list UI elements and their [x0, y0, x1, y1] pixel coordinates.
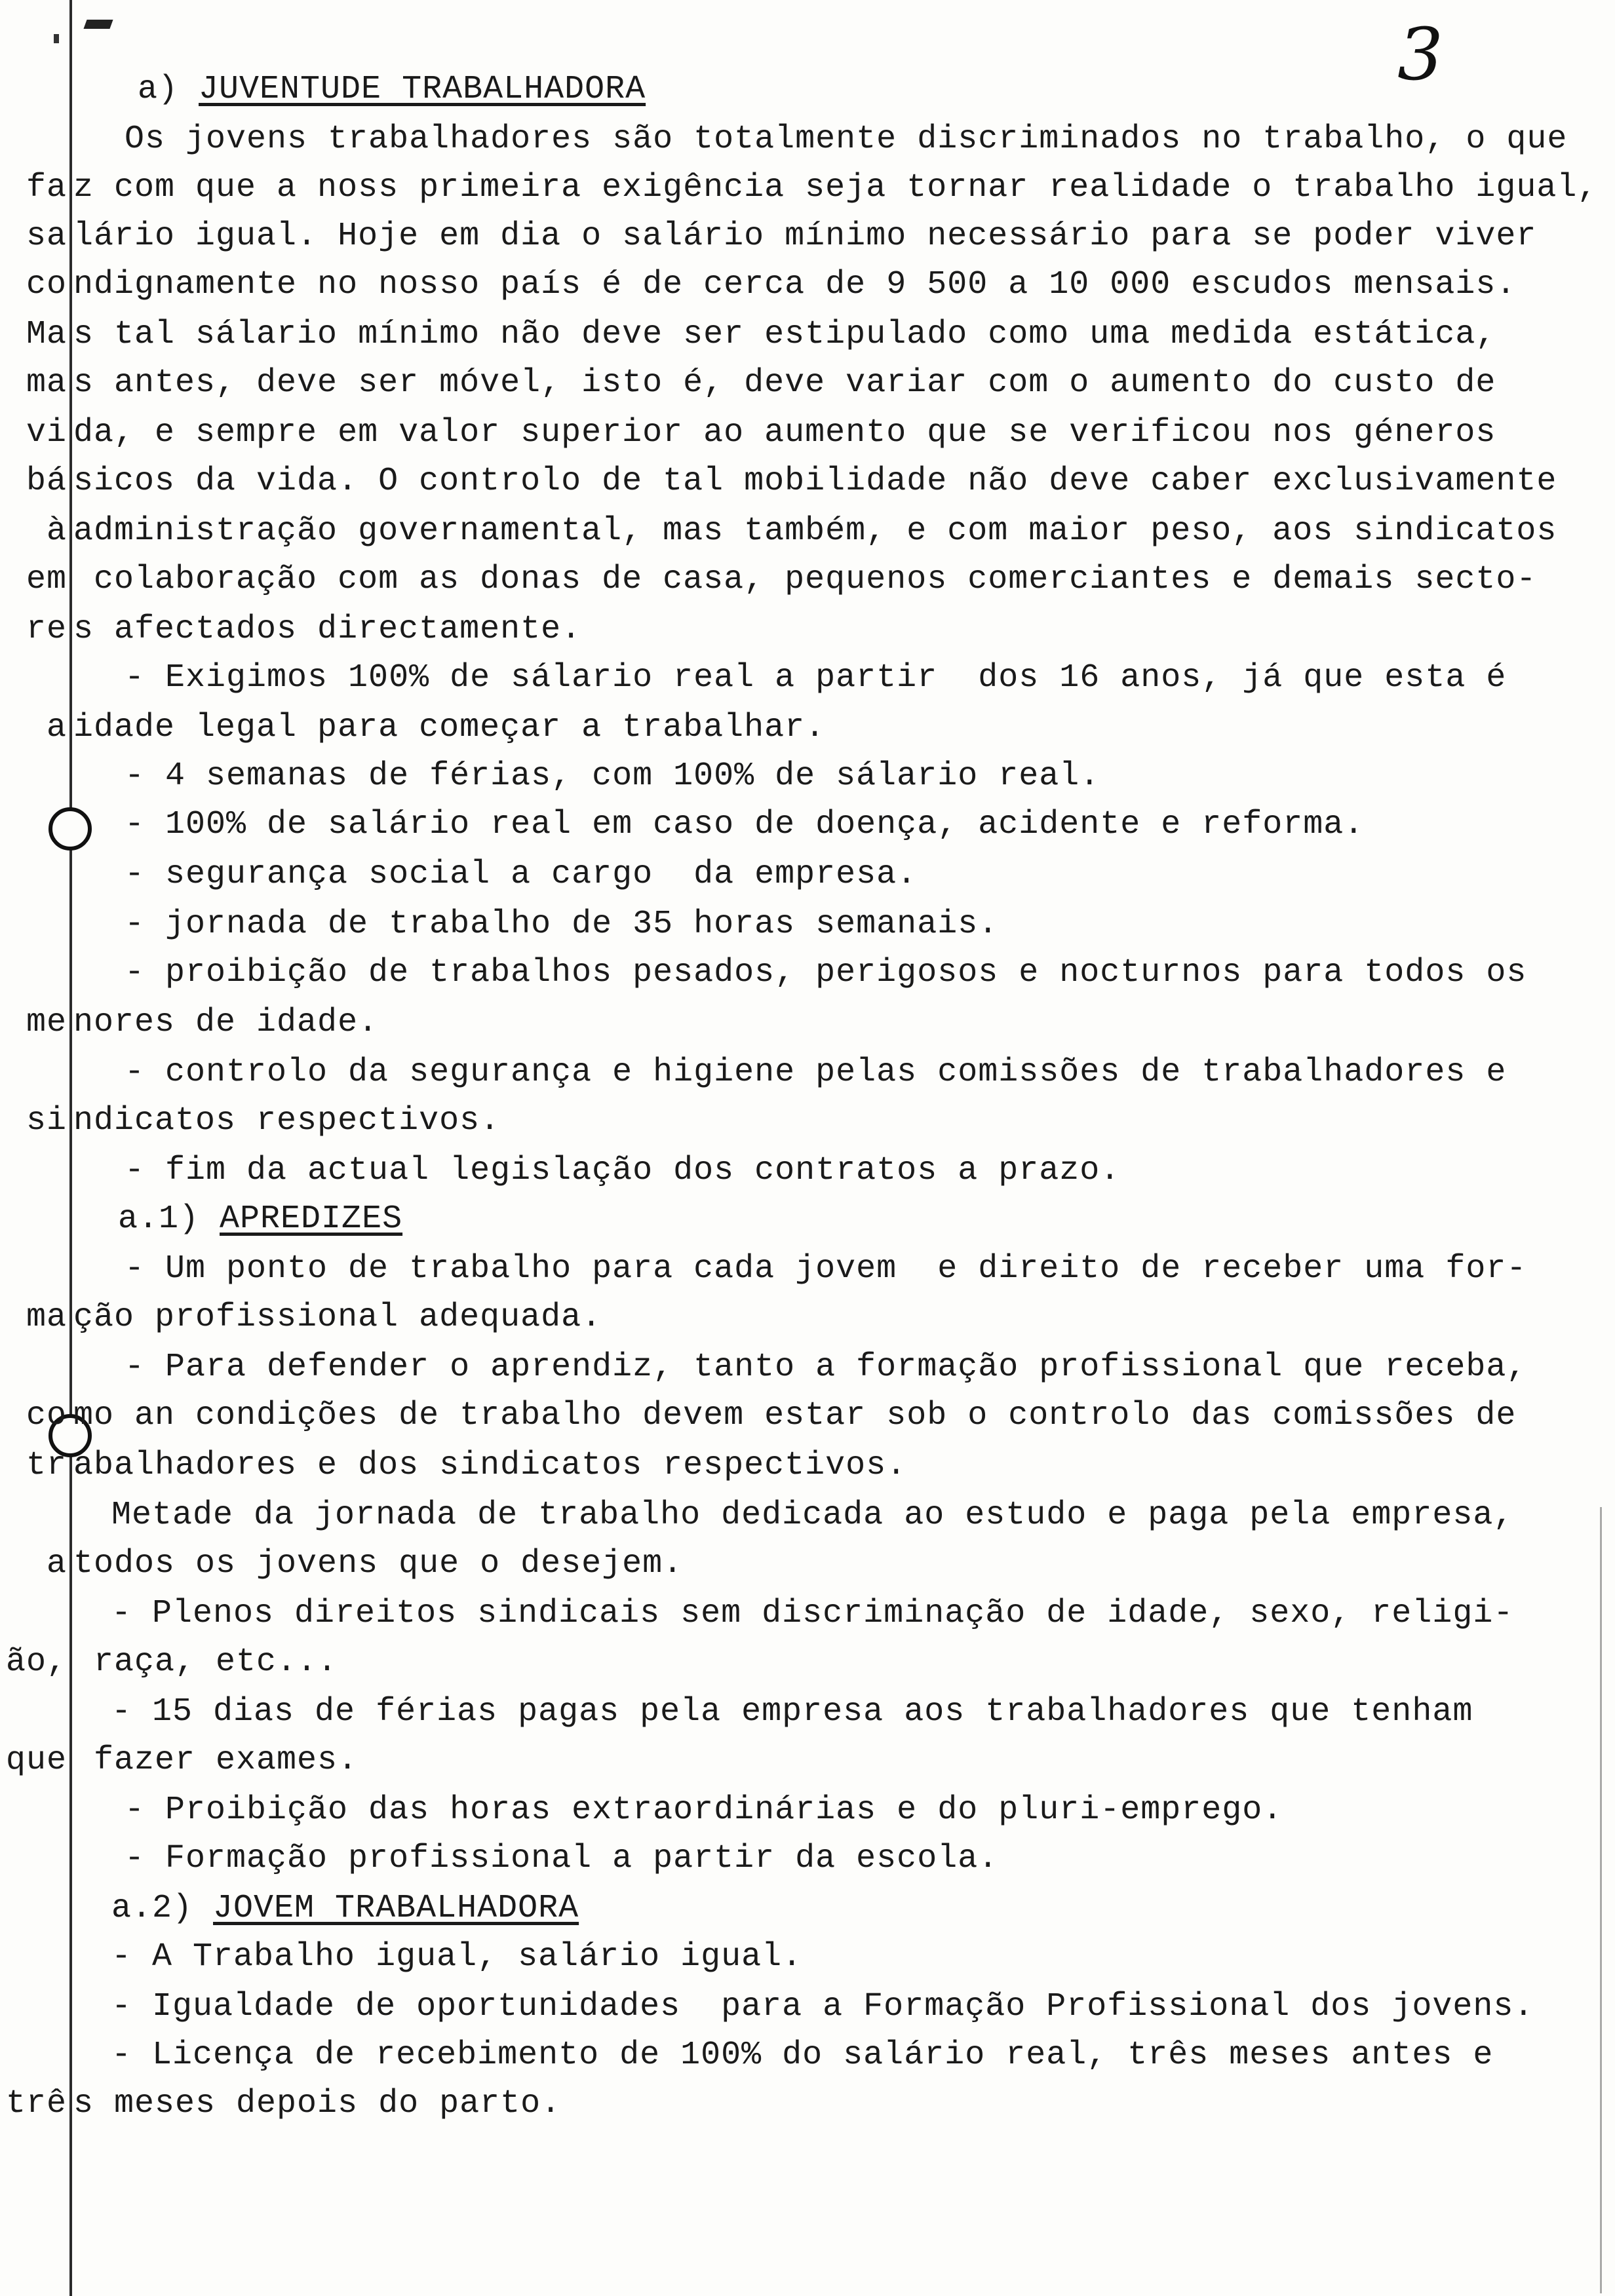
line-text: s meses depois do parto.: [73, 2085, 562, 2122]
section-heading-line: [138, 73, 646, 106]
line-text: ndignamente no nosso país é de cerca de 9 500 a 10 000 escudos mensais.: [73, 266, 1517, 303]
line-text: - Licença de recebimento de 100% do salário real, três meses antes e: [111, 2037, 1494, 2074]
text-line: [26, 611, 582, 648]
line-text: a.2): [111, 1890, 214, 1927]
text-line: [26, 1299, 602, 1336]
margin-fragment: sa: [26, 218, 67, 255]
line-text: - proibição de trabalhos pesados, perigosos e nocturnos para todos os: [125, 954, 1527, 991]
margin-fragment: tr: [26, 1447, 67, 1484]
line-text: fazer exames.: [73, 1742, 359, 1779]
text-line: [125, 1840, 999, 1877]
line-text: - 100% de salário real em caso de doença, acidente e reforma.: [125, 806, 1365, 843]
line-text: sicos da vida. O controlo de tal mobilidade não deve caber exclusivamente: [73, 463, 1557, 500]
margin-fragment: que: [5, 1742, 67, 1779]
text-line: [46, 512, 1557, 550]
margin-fragment: co: [26, 266, 67, 303]
line-text: da, e sempre em valor superior ao aumento que se verificou nos géneros: [73, 414, 1496, 451]
text-line: [26, 266, 1517, 303]
line-text: s tal sálario mínimo não deve ser estipulado como uma medida estática,: [73, 316, 1496, 353]
margin-fragment: me: [26, 1004, 67, 1041]
margin-fragment: vi: [26, 414, 67, 451]
text-line: [5, 2085, 562, 2122]
line-text: a.1): [118, 1200, 220, 1238]
margin-fragment: bá: [26, 463, 67, 500]
text-line: [26, 1447, 907, 1484]
scan-mark: [83, 20, 113, 29]
scan-edge: [1600, 1507, 1602, 2293]
text-line: [26, 218, 1537, 255]
line-text: colaboração com as donas de casa, pequenos comerciantes e demais secto-: [73, 561, 1537, 598]
margin-fragment: co: [26, 1397, 67, 1434]
line-text: s antes, deve ser móvel, isto é, deve variar com o aumento do custo de: [73, 364, 1496, 402]
line-text: - Plenos direitos sindicais sem discriminação de idade, sexo, religi-: [111, 1595, 1514, 1632]
line-text: - Formação profissional a partir da escola.: [125, 1840, 999, 1877]
text-line: [125, 1351, 1527, 1384]
line-text: - jornada de trabalho de 35 horas semanais.: [125, 906, 999, 943]
text-line: [26, 1102, 501, 1139]
line-text: abalhadores e dos sindicatos respectivos.: [73, 1447, 907, 1484]
text-line: [125, 757, 1100, 795]
text-line: [111, 1988, 1534, 2025]
line-text: nores de idade.: [73, 1004, 379, 1041]
section-heading: JOVEM TRABALHADORA: [213, 1890, 579, 1927]
section-heading-line: [111, 1892, 579, 1925]
section-heading-line: [118, 1200, 403, 1238]
line-text: - Um ponto de trabalho para cada jovem e direito de receber uma for-: [125, 1250, 1527, 1288]
line-text: z com que a noss primeira exigência seja tornar realidade o trabalho igual,: [73, 169, 1598, 206]
line-text: - segurança social a cargo da empresa.: [125, 856, 918, 893]
text-line: [111, 1693, 1473, 1731]
line-text: - A Trabalho igual, salário igual.: [111, 1938, 803, 1976]
line-text: - controlo da segurança e higiene pelas comissões de trabalhadores e: [125, 1054, 1507, 1091]
margin-fragment: trê: [5, 2085, 67, 2122]
text-line: [26, 364, 1496, 402]
margin-fragment: re: [26, 611, 67, 648]
page-number: 3: [1397, 12, 1443, 96]
margin-fragment: a: [46, 709, 67, 746]
text-line: [5, 1742, 359, 1779]
line-text: mo an condições de trabalho devem estar sob o controlo das comissões de: [73, 1397, 1517, 1434]
line-text: - Proibição das horas extraordinárias e do pluri-emprego.: [125, 1791, 1283, 1829]
margin-fragment: ma: [26, 1299, 67, 1336]
margin-fragment: a: [46, 1545, 67, 1582]
text-line: [125, 1056, 1506, 1089]
punch-hole: [49, 807, 92, 851]
text-line: [111, 1595, 1514, 1632]
line-text: ndicatos respectivos.: [73, 1102, 501, 1139]
margin-fragment: si: [26, 1102, 67, 1139]
text-line: [125, 1152, 1121, 1189]
line-text: - Igualdade de oportunidades para a Formação Profissional dos jovens.: [111, 1988, 1534, 2025]
text-line: [26, 1004, 379, 1041]
line-text: s afectados directamente.: [73, 611, 582, 648]
margin-fragment: em: [26, 561, 67, 598]
line-text: - 15 dias de férias pagas pela empresa aos trabalhadores que tenham: [111, 1693, 1473, 1731]
text-line: [26, 1397, 1517, 1434]
margin-fragment: fa: [26, 169, 67, 206]
margin-fragment: ão,: [5, 1643, 67, 1681]
line-text: administração governamental, mas também, e com maior peso, aos sindicatos: [73, 512, 1557, 550]
text-line: [26, 169, 1598, 206]
section-heading: APREDIZES: [220, 1200, 403, 1238]
text-line: [125, 659, 1507, 697]
text-line: [26, 316, 1496, 353]
margin-fragment: Ma: [26, 316, 67, 353]
binding-line: [69, 0, 72, 2296]
text-line: [26, 561, 1537, 598]
line-text: lário igual. Hoje em dia o salário mínimo necessário para se poder viver: [73, 218, 1537, 255]
scan-mark: [54, 34, 59, 43]
line-text: raça, etc...: [73, 1643, 338, 1681]
line-text: - 4 semanas de férias, com 100% de sálario real.: [125, 757, 1100, 795]
text-line: [46, 1545, 684, 1582]
text-line: [125, 1791, 1283, 1829]
margin-fragment: à: [46, 512, 67, 550]
line-text: ção profissional adequada.: [73, 1299, 602, 1336]
line-text: - fim da actual legislação dos contratos a prazo.: [125, 1152, 1121, 1189]
section-heading: JUVENTUDE TRABALHADORA: [199, 71, 646, 108]
text-line: [111, 1938, 803, 1976]
line-text: Os jovens trabalhadores são totalmente discriminados no trabalho, o que: [125, 121, 1568, 158]
text-line: [46, 709, 826, 746]
line-text: - Para defender o aprendiz, tanto a formação profissional que receba,: [125, 1349, 1527, 1386]
text-line: [26, 463, 1557, 500]
text-line: [125, 1250, 1527, 1288]
text-line: [111, 2039, 1493, 2072]
text-line: [125, 858, 917, 891]
text-line: [125, 954, 1527, 991]
text-line: [125, 123, 1567, 156]
text-line: [125, 908, 998, 941]
line-text: todos os jovens que o desejem.: [73, 1545, 684, 1582]
line-text: idade legal para começar a trabalhar.: [73, 709, 826, 746]
text-line: [26, 414, 1496, 451]
line-text: a): [138, 71, 199, 108]
text-line: [125, 806, 1365, 843]
text-line: [5, 1643, 338, 1681]
margin-fragment: ma: [26, 364, 67, 402]
line-text: - Exigimos 100% de sálario real a partir dos 16 anos, já que esta é: [125, 659, 1507, 697]
line-text: Metade da jornada de trabalho dedicada ao estudo e paga pela empresa,: [111, 1497, 1514, 1534]
text-line: [111, 1499, 1513, 1532]
